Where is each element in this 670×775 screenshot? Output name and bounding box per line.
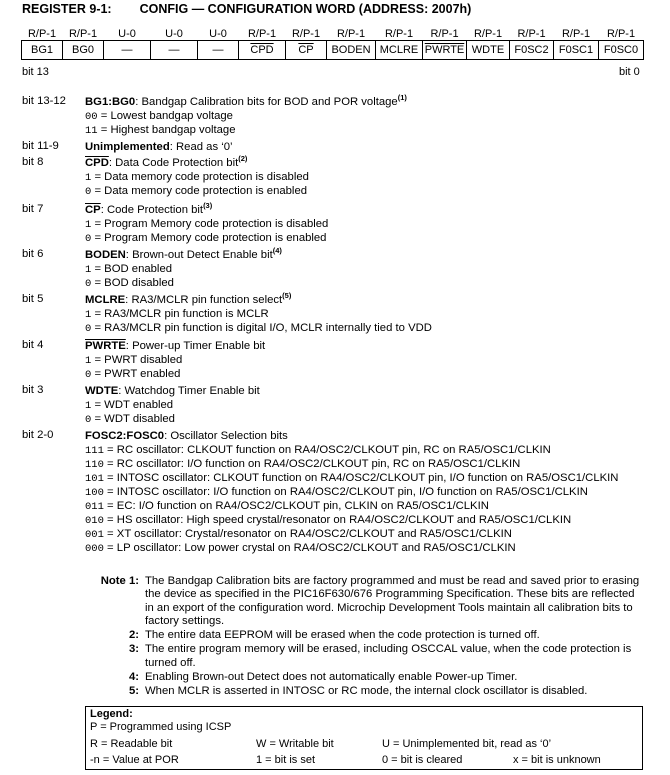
value-text: = Lowest bandgap voltage [97, 110, 233, 122]
value-code: 011 [85, 501, 104, 513]
field-title: : Watchdog Timer Enable bit [118, 385, 260, 397]
bit-position: bit 13-12 [22, 95, 66, 107]
value-text: = BOD enabled [91, 263, 173, 275]
value-text: = XT oscillator: Crystal/resonator on RA4/OSC2/CLKOUT and RA5/OSC1/CLKIN [103, 528, 512, 540]
access-cell: R/P-1 [561, 27, 591, 40]
value-code: 00 [85, 111, 98, 123]
value-text: = RA3/MCLR pin function is MCLR [91, 308, 269, 320]
bit-position: bit 4 [22, 339, 44, 351]
bit-name-cell: F0SC1 [554, 41, 599, 60]
access-cell: R/P-1 [68, 27, 98, 40]
field-name: PWRTE [85, 340, 126, 352]
bit-13-label: bit 13 [22, 66, 49, 78]
field-title: : Read as ‘0’ [169, 141, 233, 153]
value-code: 0 [85, 369, 92, 381]
bit-name-cell: PWRTE [423, 41, 467, 60]
access-cell: R/P-1 [430, 27, 459, 40]
bit-desc-boden [22, 248, 282, 290]
value-code: 1 [85, 400, 92, 412]
bit-position: bit 6 [22, 248, 44, 260]
legend-bit-cleared: 0 = bit is cleared [382, 754, 463, 766]
field-name: $\overline{CPD}$ [85, 157, 109, 169]
notes-heading: Note [100, 575, 126, 587]
value-code: 100 [85, 487, 104, 499]
field-name: Unimplemented [85, 141, 170, 153]
field-footnote: (5) [282, 291, 292, 301]
field-footnote: (1) [397, 93, 407, 103]
bit-name-cell: $\overline{CP}$ [286, 41, 327, 60]
field-title: : Code Protection bit [100, 204, 204, 216]
field-name: BODEN [85, 249, 126, 261]
field-footnote: (3) [203, 201, 213, 211]
bit-position: bit 11-9 [22, 140, 59, 152]
value-code: 0 [85, 278, 92, 290]
bit-desc-cp [22, 203, 328, 245]
field-footnote: (4) [272, 246, 282, 256]
field-name: BG1:BG0 [85, 96, 136, 108]
bit-position: bit 7 [22, 203, 44, 215]
bit-name-cell: F0SC2 [510, 41, 554, 60]
note-item [85, 685, 645, 698]
bit-0-label: bit 0 [619, 66, 640, 78]
access-cell: R/P-1 [517, 27, 546, 40]
note-text: The entire program memory will be erased, including OSCCAL value, when the code protection is turned off. [145, 643, 632, 669]
legend-unimplemented: U = Unimplemented bit, read as ‘0’ [382, 738, 552, 750]
value-code: 1 [85, 355, 92, 367]
value-code: 000 [85, 543, 104, 555]
bit-name-cell: — [104, 41, 151, 60]
register-access-row [22, 27, 644, 41]
field-name: WDTE [85, 385, 119, 397]
notes-section [85, 575, 645, 699]
note-text: The entire data EEPROM will be erased when the code protection is turned off. [145, 629, 540, 642]
legend-bit-unknown: x = bit is unknown [513, 754, 601, 766]
bit-name-cell: BG0 [63, 41, 104, 60]
note-number: 5: [128, 685, 139, 698]
value-code: 1 [85, 264, 92, 276]
value-text: = INTOSC oscillator: I/O function on RA4/OSC2/CLKOUT pin, I/O function on RA5/OSC1/CLKIN [103, 486, 588, 498]
note-item [85, 629, 645, 642]
access-cell: U-0 [165, 27, 183, 40]
note-number: 3: [128, 643, 139, 656]
field-name: MCLRE [85, 294, 126, 306]
value-code: 1 [85, 172, 92, 184]
note-text: Enabling Brown-out Detect does not automatically enable Power-up Timer. [145, 671, 518, 684]
field-title: : RA3/MCLR pin function select [125, 294, 283, 306]
field-title: : Power-up Timer Enable bit [125, 340, 266, 352]
value-text: = RC oscillator: I/O function on RA4/OSC2/CLKOUT pin, RC on RA5/OSC1/CLKIN [103, 458, 521, 470]
value-code: 111 [85, 445, 104, 457]
value-text: = PWRT disabled [91, 354, 183, 366]
note-text: When MCLR is asserted in INTOSC or RC mode, the internal clock oscillator is disabled. [145, 685, 588, 698]
value-text: = RA3/MCLR pin function is digital I/O, MCLR internally tied to VDD [91, 322, 432, 334]
value-code: 0 [85, 323, 92, 335]
value-code: 0 [85, 233, 92, 245]
access-cell: U-0 [209, 27, 227, 40]
field-name: $\overline{CP}$ [85, 204, 101, 216]
register-name: CONFIG — CONFIGURATION WORD (ADDRESS: 2007h) [139, 2, 472, 16]
note-item [85, 671, 645, 684]
legend-writable: W = Writable bit [256, 738, 334, 750]
value-code: 001 [85, 529, 104, 541]
legend-por-value: -n = Value at POR [90, 754, 179, 766]
access-cell: R/P-1 [27, 27, 57, 40]
value-text: = Program Memory code protection is enabled [91, 232, 327, 244]
value-code: 0 [85, 186, 92, 198]
bit-name-cell: BODEN [327, 41, 376, 60]
bit-name-cell: MCLRE [376, 41, 423, 60]
value-code: 110 [85, 459, 104, 471]
value-text: = Data memory code protection is disabled [91, 171, 309, 183]
value-text: = EC: I/O function on RA4/OSC2/CLKOUT pin, CLKIN on RA5/OSC1/CLKIN [103, 500, 489, 512]
field-name: FOSC2:FOSC0 [85, 430, 165, 442]
legend-programmed: P = Programmed using ICSP [90, 721, 232, 733]
bit-position: bit 5 [22, 293, 44, 305]
bit-name-cell: — [198, 41, 239, 60]
field-title: : Brown-out Detect Enable bit [125, 249, 273, 261]
access-cell: R/P-1 [473, 27, 503, 40]
bit-desc-pwrte [22, 339, 265, 381]
field-title: : Oscillator Selection bits [164, 430, 288, 442]
bit-desc-bg [22, 95, 407, 137]
bit-name-cell: $\overline{CPD}$ [239, 41, 286, 60]
bit-name-cell: WDTE [467, 41, 510, 60]
value-text: = INTOSC oscillator: CLKOUT function on RA4/OSC2/CLKOUT pin, I/O function on RA5/OSC1/CLKIN [103, 472, 619, 484]
value-code: 1 [85, 309, 92, 321]
bit-desc-unimplemented [22, 140, 233, 154]
field-title: : Data Code Protection bit [108, 157, 239, 169]
legend-box [85, 706, 643, 770]
register-names-row [22, 41, 644, 60]
value-text: = Highest bandgap voltage [97, 124, 236, 136]
bit-desc-mclre [22, 293, 432, 335]
value-code: 010 [85, 515, 104, 527]
note-number: 4: [128, 671, 139, 684]
register-title [22, 2, 471, 16]
register-bit-table [21, 27, 644, 60]
access-cell: R/P-1 [336, 27, 366, 40]
bit-position: bit 8 [22, 156, 44, 168]
note-number: 2: [128, 629, 139, 642]
note-number: 1: [128, 575, 139, 587]
note-item [85, 575, 645, 628]
value-text: = HS oscillator: High speed crystal/resonator on RA4/OSC2/CLKOUT and RA5/OSC1/CLKIN [103, 514, 572, 526]
value-code: 101 [85, 473, 104, 485]
value-code: 11 [85, 125, 98, 137]
legend-bit-set: 1 = bit is set [256, 754, 316, 766]
note-text: The Bandgap Calibration bits are factory programmed and must be read and saved prior to erasing the device as specified in the PIC16F630/676 Programming Specification. These bits are reflected in an export of the configuration word. Microchip Development Tools maintain all calibration bits to factory settings. [145, 575, 640, 627]
access-cell: U-0 [118, 27, 136, 40]
bit-name-cell: BG1 [22, 41, 63, 60]
value-text: = Data memory code protection is enabled [91, 185, 308, 197]
bit-name-cell: F0SC0 [599, 41, 644, 60]
field-title: : Bandgap Calibration bits for BOD and POR voltage [135, 96, 398, 108]
value-text: = BOD disabled [91, 277, 174, 289]
value-text: = LP oscillator: Low power crystal on RA4/OSC2/CLKOUT and RA5/OSC1/CLKIN [103, 542, 516, 554]
bit-position: bit 2-0 [22, 429, 54, 441]
value-code: 0 [85, 414, 92, 426]
access-cell: R/P-1 [606, 27, 636, 40]
field-footnote: (2) [238, 154, 248, 164]
bit-position: bit 3 [22, 384, 44, 396]
legend-readable: R = Readable bit [90, 738, 173, 750]
value-text: = PWRT enabled [91, 368, 181, 380]
access-cell: R/P-1 [384, 27, 414, 40]
bit-desc-fosc [22, 429, 618, 555]
legend-heading: Legend: [90, 708, 133, 720]
bit-desc-cpd [22, 156, 309, 198]
bit-name-cell: — [151, 41, 198, 60]
note-item [85, 643, 645, 670]
value-text: = WDT enabled [91, 399, 174, 411]
register-label: REGISTER 9-1: [22, 2, 112, 16]
access-cell: R/P-1 [291, 27, 321, 40]
value-text: = RC oscillator: CLKOUT function on RA4/OSC2/CLKOUT pin, RC on RA5/OSC1/CLKIN [103, 444, 551, 456]
value-text: = Program Memory code protection is disabled [91, 218, 329, 230]
value-text: = WDT disabled [91, 413, 175, 425]
value-code: 1 [85, 219, 92, 231]
access-cell: R/P-1 [247, 27, 277, 40]
bit-desc-wdte [22, 384, 260, 426]
